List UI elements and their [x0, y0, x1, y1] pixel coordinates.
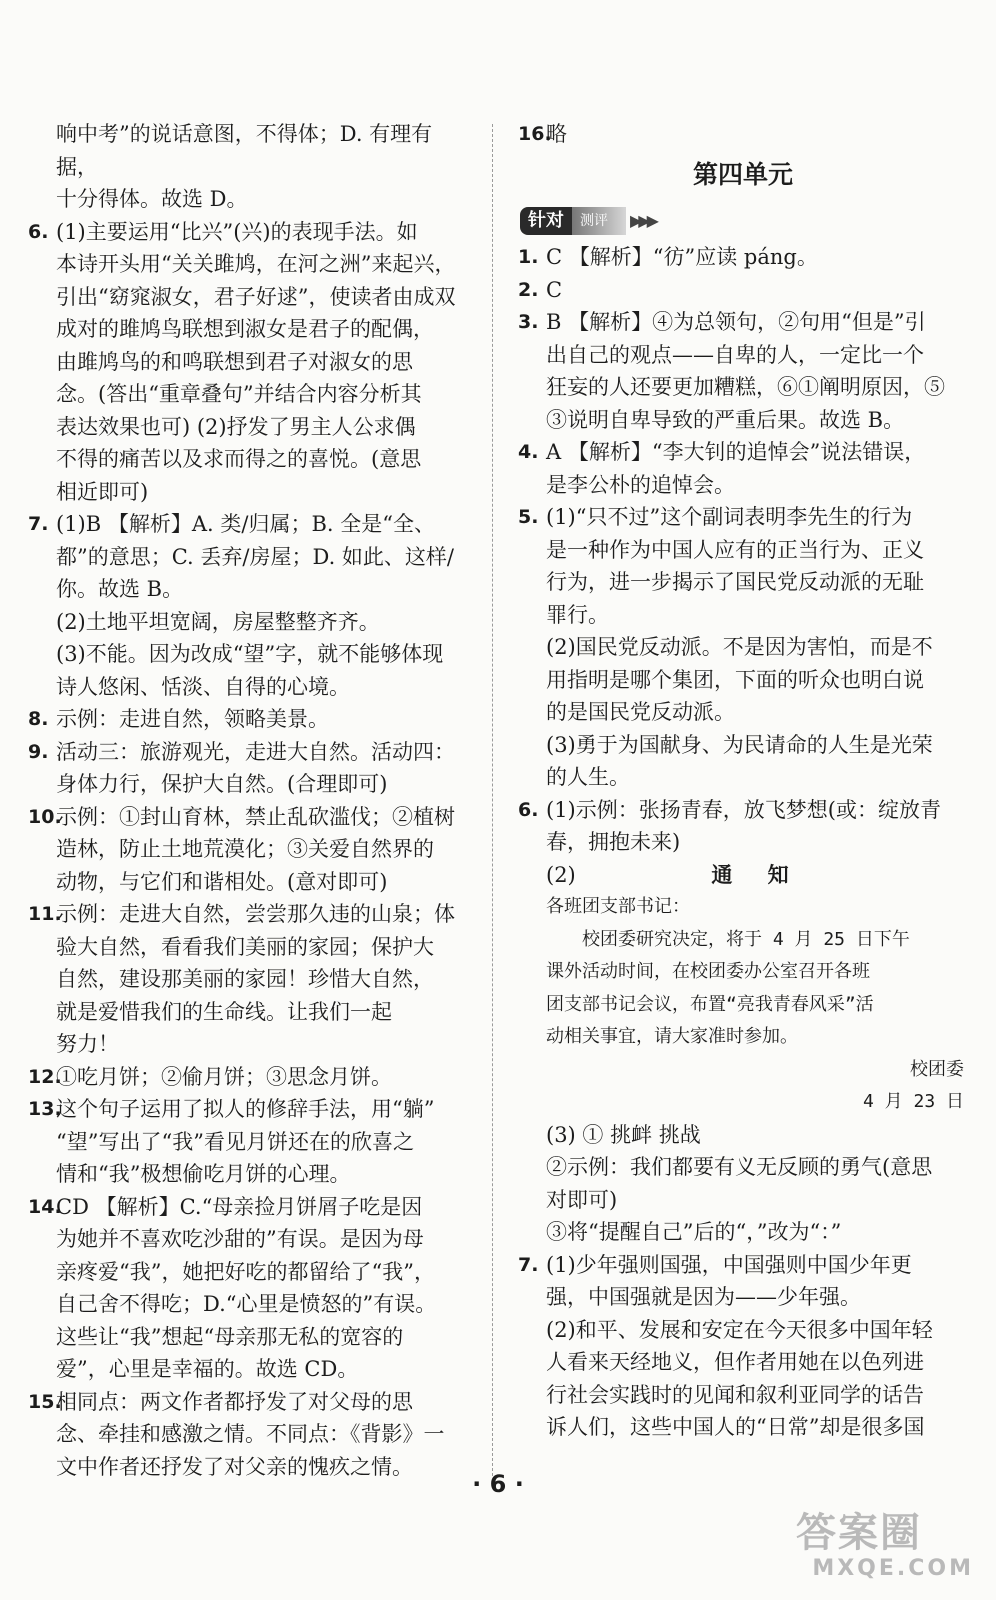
answer-item [28, 508, 468, 703]
answer-line: 相近即可) [56, 479, 149, 504]
answer-line: 由雎鸠鸟的和鸣联想到君子对淑女的思 [56, 349, 413, 374]
answer-number: 1. [518, 246, 539, 268]
answer-line: 强，中国强就是因为——少年强。 [546, 1285, 861, 1309]
answer-number: 6. [28, 220, 49, 243]
answer-line: CD 【解析】C.“母亲捡月饼屑子吃是因 [56, 1194, 423, 1219]
column-divider [492, 124, 493, 1476]
answer-number: 9. [28, 740, 49, 763]
answer-item [518, 501, 968, 794]
answer-line: 示例：①封山育林，禁止乱砍滥伐；②植树 [56, 804, 455, 829]
notice-date: 4 月 23 日 [862, 1091, 964, 1112]
answer-line: 表达效果也可) (2)抒发了男主人公求偶 [56, 414, 416, 439]
answer-line: ①吃月饼；②偷月饼；③思念月饼。 [56, 1064, 392, 1089]
answer-line: 示例：走进自然，领略美景。 [56, 707, 329, 731]
answer-number: 12. [28, 1065, 62, 1088]
answer-line: 校团委研究决定，将于 4 月 25 日下午 [582, 928, 910, 950]
answer-line: 出自己的观点——自卑的人，一定比一个 [546, 342, 924, 367]
answer-number: 13. [28, 1098, 62, 1120]
answer-line: 行社会实践时的见闻和叙利亚同学的话告 [546, 1382, 924, 1407]
watermark-logo [796, 1510, 974, 1586]
answer-line: 引出“窈窕淑女，君子好逑”，使读者由成双 [56, 284, 456, 309]
answer-item [518, 1249, 968, 1444]
answer-line: (3)勇于为国献身、为民请命的人生是光荣 [546, 732, 933, 757]
answer-line: 这些让“我”想起“母亲那无私的宽容的 [56, 1324, 404, 1349]
answer-line: 亲疼爱“我”，她把好吃的都留给了“我”， [56, 1259, 435, 1284]
answer-line: 诉人们，这些中国人的“日常”却是很多国 [546, 1415, 925, 1439]
answer-line: ③将“提醒自己”后的“，”改为“：” [546, 1220, 842, 1244]
answer-line: 罪行。 [546, 602, 609, 627]
answer-number: 11. [28, 903, 62, 925]
answer-line: (2)国民党反动派。不是因为害怕，而是不 [546, 635, 933, 659]
answer-line: C [546, 277, 563, 302]
answer-line: 对即可) [546, 1187, 618, 1212]
answer-line: 用指明是哪个集团，下面的听众也明白说 [546, 667, 924, 692]
answer-line: 课外活动时间，在校团委办公室召开各班 [546, 961, 870, 982]
answer-line: (1)主要运用“比兴”(兴)的表现手法。如 [56, 219, 418, 244]
answer-line: 动相关事宜，请大家准时参加。 [546, 1026, 798, 1047]
answer-item [518, 241, 968, 274]
watermark-text: 答案圈 [796, 1510, 922, 1556]
answer-item [518, 794, 968, 859]
answer-line: 是一种作为中国人应有的正当行为、正义 [546, 537, 924, 562]
banner-main: 针对 [520, 207, 572, 235]
notice-label: (2) [546, 862, 576, 887]
answer-item [28, 1093, 468, 1191]
answer-line: 这个句子运用了拟人的修辞手法，用“躺” [56, 1097, 435, 1121]
answer-line: (1)“只不过”这个副词表明李先生的行为 [546, 505, 913, 529]
answer-line: 爱”，心里是幸福的。故选 CD。 [56, 1357, 359, 1381]
answer-line: 是李公朴的追悼会。 [546, 472, 735, 497]
answer-number: 15. [28, 1390, 62, 1413]
answer-line: 为她并不喜欢吃沙甜的”有误。是因为母 [56, 1227, 424, 1251]
answer-item [28, 703, 468, 736]
answer-number: 3. [518, 311, 539, 333]
answer-line: 活动三：旅游观光，走进大自然。活动四： [56, 739, 455, 764]
answer-number: 7. [28, 513, 49, 535]
answer-line: C 【解析】“彷”应读 páng。 [546, 245, 818, 269]
answer-line: “望”写出了“我”看见月饼还在的欣喜之 [56, 1129, 414, 1154]
answer-item [28, 1191, 468, 1386]
answer-line: 团支部书记会议，布置“亮我青春风采”活 [546, 993, 874, 1015]
answer-line: 动物，与它们和谐相处。(意对即可) [56, 869, 388, 894]
answer-line: (1)示例：张扬青春，放飞梦想(或：绽放青 [546, 797, 941, 822]
answer-item [28, 216, 468, 509]
answer-item [28, 1061, 468, 1094]
right-column [518, 118, 968, 1444]
answer-line: ②示例：我们都要有义无反顾的勇气(意思 [546, 1155, 933, 1179]
answer-item [28, 801, 468, 899]
answer-line: 响中考”的说话意图，不得体；D. 有理有据， [56, 122, 433, 179]
answer-number: 7. [518, 1253, 539, 1276]
answer-line: (3) ① 挑衅 挑战 [546, 1122, 701, 1147]
answer-line: 示例：走进大自然，尝尝那久违的山泉；体 [56, 902, 455, 926]
answer-line: 人看来天经地义，但作者用她在以色列进 [546, 1350, 924, 1374]
answer-number: 5. [518, 506, 539, 528]
section-banner [520, 205, 968, 237]
left-column [28, 118, 468, 1483]
page-number: · 6 · [472, 1470, 524, 1498]
answer-line: 的是国民党反动派。 [546, 700, 735, 724]
answer-line: 身体力行，保护大自然。(合理即可) [56, 772, 388, 796]
answer-item [28, 736, 468, 801]
answer-line: 春，拥抱未来) [546, 830, 681, 854]
answer-line: 诗人悠闲、恬淡、自得的心境。 [56, 674, 350, 699]
notice-title: 通 知 [711, 861, 803, 887]
answer-number: 16. [518, 123, 552, 145]
answer-line: 行为，进一步揭示了国民党反动派的无耻 [546, 570, 924, 594]
answer-line: (2)土地平坦宽阔，房屋整整齐齐。 [56, 609, 380, 634]
answer-line: B 【解析】④为总领句，②句用“但是”引 [546, 310, 926, 334]
answer-line: 你。故选 B。 [56, 577, 184, 601]
answer-number: 2. [518, 278, 539, 301]
answer-line: 就是爱惜我们的生命线。让我们一起 [56, 999, 392, 1024]
answer-item [518, 274, 968, 307]
answer-line: 十分得体。故选 D。 [56, 187, 248, 211]
answer-number: 6. [518, 798, 539, 821]
answer-line: 努力！ [56, 1032, 119, 1056]
answer-line: 的人生。 [546, 765, 630, 789]
answer-line: 念、牵挂和感激之情。不同点：《背影》一 [56, 1422, 445, 1446]
notice-sign: 校团委 [910, 1058, 964, 1080]
answer-line: 念。(答出“重章叠句”并结合内容分析其 [56, 382, 422, 406]
answer-number: 8. [28, 708, 49, 730]
answer-line: 文中作者还抒发了对父亲的愧疚之情。 [56, 1454, 413, 1479]
arrow-icon: ▶▶▶ [630, 210, 655, 230]
answer-line: 情和“我”极想偷吃月饼的心理。 [56, 1162, 351, 1186]
answer-line: 自然，建设那美丽的家园！珍惜大自然， [56, 967, 434, 991]
answer-item [518, 306, 968, 436]
answer-line: 都”的意思；C. 丢弃/房屋；D. 如此、这样/ [56, 544, 454, 569]
answer-item [28, 898, 468, 1061]
answer-line: 相同点：两文作者都抒发了对父母的思 [56, 1389, 413, 1414]
answer-number: 4. [518, 441, 539, 463]
answer-number: 10. [28, 805, 62, 828]
answer-line: 验大自然，看看我们美丽的家园；保护大 [56, 934, 434, 959]
answer-line: (3)不能。因为改成“望”字，就不能够体现 [56, 642, 444, 666]
answer-line: 本诗开头用“关关雎鸠，在河之洲”来起兴， [56, 252, 456, 276]
answer-line: 不得的痛苦以及求而得之的喜悦。(意思 [56, 447, 422, 471]
answer-line: 成对的雎鸠鸟联想到淑女是君子的配偶， [56, 317, 434, 341]
notice-salutation: 各班团支部书记： [546, 896, 690, 917]
answer-line: 自己舍不得吃；D.“心里是愤怒的”有误。 [56, 1292, 437, 1316]
answer-line: ③说明自卑导致的严重后果。故选 B。 [546, 407, 905, 432]
notice-block [518, 859, 968, 1119]
answer-line: (1)B 【解析】A. 类/归属；B. 全是“全、 [56, 512, 435, 536]
answer-item [518, 118, 968, 151]
unit-title: 第四单元 [692, 159, 793, 189]
answer-number: 14. [28, 1195, 62, 1218]
watermark-url: MXQE.COM [812, 1556, 974, 1581]
answer-line: (2)和平、发展和安定在今天很多中国年轻 [546, 1317, 933, 1342]
answer-line: 狂妄的人还要更加糟糕，⑥①阐明原因，⑤ [546, 375, 945, 399]
answer-line: A 【解析】“李大钊的追悼会”说法错误， [546, 440, 926, 464]
banner-sub: 测评 [572, 207, 626, 235]
answer-line: 造林，防止土地荒漠化；③关爱自然界的 [56, 837, 434, 861]
answer-item [518, 436, 968, 501]
answer-line: (1)少年强则国强，中国强则中国少年更 [546, 1252, 912, 1277]
answer-line: 略 [546, 122, 567, 146]
